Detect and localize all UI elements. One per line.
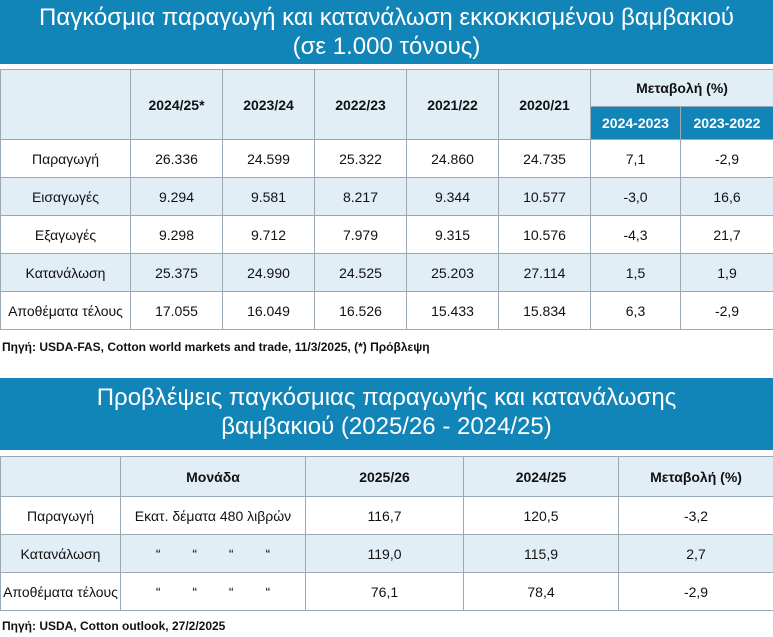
table1-title: Παγκόσμια παραγωγή και κατανάλωση εκκοκκισμένου βαμβακιού (39, 4, 734, 31)
row-label: Κατανάλωση (1, 535, 121, 573)
table-row (1, 140, 773, 178)
table2-corner-cell (1, 457, 121, 497)
change-cell: 1,5 (591, 254, 681, 292)
table2-title-banner (0, 378, 773, 450)
table-cell: 16.049 (223, 292, 315, 330)
table-cell: 9.298 (131, 216, 223, 254)
column-header-change: Μεταβολή (%) (619, 457, 773, 497)
change-cell: 21,7 (681, 216, 773, 254)
table-cell: 15.834 (499, 292, 591, 330)
table-row (1, 573, 773, 611)
table1-source-note: Πηγή: USDA-FAS, Cotton world markets and trade, 11/3/2025, (*) Πρόβλεψη (2, 340, 430, 354)
unit-cell: “ “ “ “ (121, 573, 306, 611)
table-cell: 24.525 (315, 254, 407, 292)
table-cell: 78,4 (464, 573, 619, 611)
table-cell: 9.294 (131, 178, 223, 216)
table-cell: 10.576 (499, 216, 591, 254)
row-label: Παραγωγή (1, 497, 121, 535)
table-row (1, 178, 773, 216)
column-header-unit: Μονάδα (121, 457, 306, 497)
table-cell: 24.735 (499, 140, 591, 178)
table2-source-note: Πηγή: USDA, Cotton outlook, 27/2/2025 (2, 619, 226, 633)
column-header: 2024/25* (131, 70, 223, 140)
table-row (1, 535, 773, 573)
unit-cell: Εκατ. δέματα 480 λιβρών (121, 497, 306, 535)
change-cell: -2,9 (681, 140, 773, 178)
row-label: Κατανάλωση (1, 254, 131, 292)
table-cell: 8.217 (315, 178, 407, 216)
row-label: Εισαγωγές (1, 178, 131, 216)
change-cell: -3,2 (619, 497, 773, 535)
table-cell: 24.990 (223, 254, 315, 292)
table-cell: 24.860 (407, 140, 499, 178)
change-cell: -3,0 (591, 178, 681, 216)
change-cell: 2,7 (619, 535, 773, 573)
table-cell: 115,9 (464, 535, 619, 573)
change-cell: -4,3 (591, 216, 681, 254)
change-cell: 16,6 (681, 178, 773, 216)
column-header: 2022/23 (315, 70, 407, 140)
change-subheader: 2024-2023 (591, 107, 681, 140)
row-label: Παραγωγή (1, 140, 131, 178)
change-cell: -2,9 (619, 573, 773, 611)
table-cell: 25.203 (407, 254, 499, 292)
table-cell: 120,5 (464, 497, 619, 535)
row-label: Αποθέματα τέλους (1, 292, 131, 330)
table1-title-banner (0, 0, 773, 64)
table-row (1, 292, 773, 330)
table-cell: 76,1 (306, 573, 464, 611)
table1-corner-cell (1, 70, 131, 140)
table-cell: 9.712 (223, 216, 315, 254)
column-header: 2021/22 (407, 70, 499, 140)
forecast-table (0, 456, 773, 611)
change-cell: 1,9 (681, 254, 773, 292)
table-cell: 9.344 (407, 178, 499, 216)
table-row (1, 216, 773, 254)
change-subheader: 2023-2022 (681, 107, 773, 140)
table-cell: 25.375 (131, 254, 223, 292)
table-cell: 15.433 (407, 292, 499, 330)
table-row (1, 497, 773, 535)
table-cell: 17.055 (131, 292, 223, 330)
column-header: 2020/21 (499, 70, 591, 140)
table1-header-row (1, 70, 773, 107)
table-cell: 9.581 (223, 178, 315, 216)
table-cell: 10.577 (499, 178, 591, 216)
table-cell: 24.599 (223, 140, 315, 178)
table-row (1, 254, 773, 292)
table2-subtitle: βαμβακιού (2025/26 - 2024/25) (221, 413, 552, 440)
change-cell: -2,9 (681, 292, 773, 330)
table-cell: 25.322 (315, 140, 407, 178)
unit-cell: “ “ “ “ (121, 535, 306, 573)
column-header: 2023/24 (223, 70, 315, 140)
table2-title: Προβλέψεις παγκόσμιας παραγωγής και κατανάλωσης (96, 384, 677, 411)
column-header: 2025/26 (306, 457, 464, 497)
table-cell: 26.336 (131, 140, 223, 178)
row-label: Αποθέματα τέλους (1, 573, 121, 611)
table-cell: 27.114 (499, 254, 591, 292)
table-cell: 119,0 (306, 535, 464, 573)
change-cell: 7,1 (591, 140, 681, 178)
column-header: 2024/25 (464, 457, 619, 497)
table1-subtitle: (σε 1.000 τόνους) (292, 33, 481, 60)
change-cell: 6,3 (591, 292, 681, 330)
change-header: Μεταβολή (%) (591, 70, 773, 107)
table-cell: 116,7 (306, 497, 464, 535)
table2-header-row (1, 457, 773, 497)
table-cell: 7.979 (315, 216, 407, 254)
table-cell: 9.315 (407, 216, 499, 254)
row-label: Εξαγωγές (1, 216, 131, 254)
table-cell: 16.526 (315, 292, 407, 330)
production-consumption-table (0, 69, 773, 330)
